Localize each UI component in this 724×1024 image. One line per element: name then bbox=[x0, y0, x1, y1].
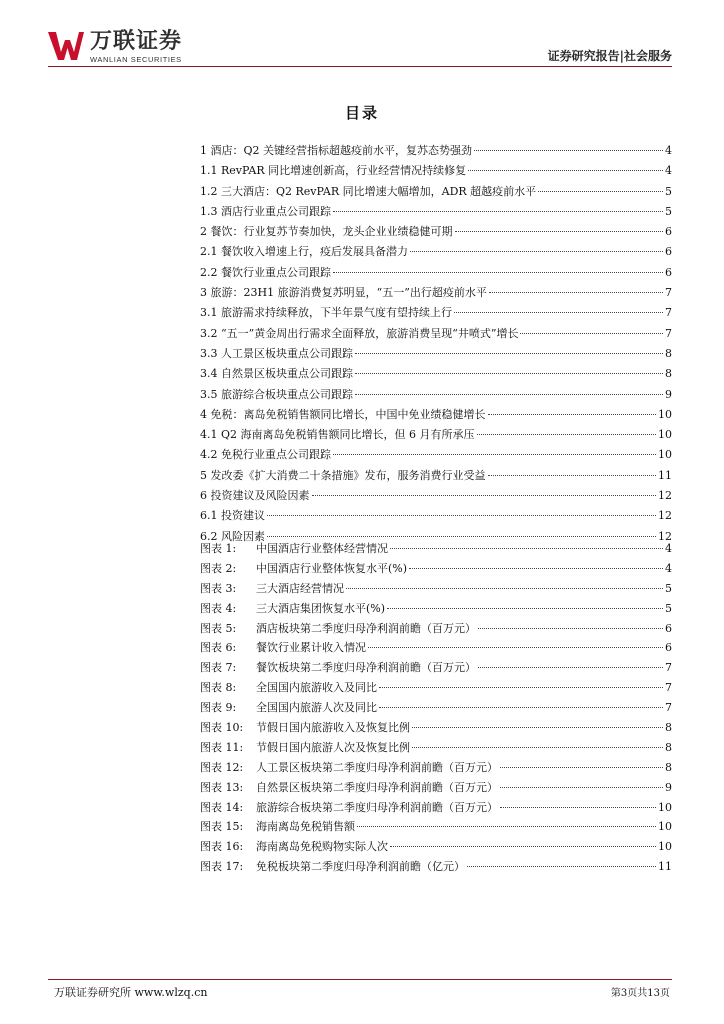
figure-entry-page: 10 bbox=[658, 800, 672, 814]
toc-entry[interactable] bbox=[200, 183, 672, 203]
toc-entry-title[interactable]: 3.3 人工景区板块重点公司跟踪 bbox=[200, 346, 353, 360]
toc-entry-title[interactable]: 2.2 餐饮行业重点公司跟踪 bbox=[200, 265, 331, 279]
figure-entry-number: 图表 1: bbox=[200, 542, 237, 555]
toc-entry-title[interactable]: 4.1 Q2 海南离岛免税销售额同比增长，但 6 月有所承压 bbox=[200, 428, 475, 442]
toc-entry[interactable] bbox=[200, 243, 672, 263]
figure-entry[interactable] bbox=[200, 679, 672, 699]
toc-entry-page: 10 bbox=[658, 407, 672, 421]
toc-entry-title[interactable]: 3.2 “五一”黄金周出行需求全面释放，旅游消费呈现“井喷式”增长 bbox=[200, 326, 519, 340]
toc-entry-title[interactable]: 2.1 餐饮收入增速上行，疫后发展具备潜力 bbox=[200, 245, 408, 259]
figure-entry-number: 图表 4: bbox=[200, 601, 237, 615]
figure-entry-page: 7 bbox=[665, 681, 672, 695]
toc-entry[interactable] bbox=[200, 487, 672, 507]
figure-entry-title[interactable]: 自然景区板块第二季度归母净利润前瞻（百万元） bbox=[256, 780, 498, 794]
figure-entry[interactable] bbox=[200, 600, 672, 620]
figure-entry-number: 图表 5: bbox=[200, 621, 237, 635]
toc-entry[interactable] bbox=[200, 365, 672, 385]
figure-entry[interactable] bbox=[200, 759, 672, 779]
toc-entry-page: 6 bbox=[665, 245, 672, 259]
dot-leader bbox=[454, 312, 663, 313]
dot-leader bbox=[500, 767, 663, 768]
figure-entry-number: 图表 10: bbox=[200, 721, 244, 735]
toc-entry[interactable] bbox=[200, 426, 672, 446]
figure-entry-page: 4 bbox=[665, 542, 672, 555]
figure-entry-number: 图表 8: bbox=[200, 681, 237, 695]
toc-entry-title[interactable]: 3.1 旅游需求持续释放，下半年景气度有望持续上行 bbox=[200, 306, 452, 320]
toc-entry-page: 5 bbox=[665, 184, 672, 198]
toc-entry-title[interactable]: 1 酒店：Q2 关键经营指标超越疫前水平，复苏态势强劲 bbox=[200, 144, 473, 157]
figure-entry-number: 图表 6: bbox=[200, 641, 237, 655]
figure-entry[interactable] bbox=[200, 540, 672, 560]
dot-leader bbox=[500, 787, 663, 788]
toc-entry-page: 6 bbox=[665, 265, 672, 279]
figure-entry-page: 9 bbox=[665, 780, 672, 794]
dot-leader bbox=[488, 475, 657, 476]
dot-leader bbox=[500, 807, 656, 808]
dot-leader bbox=[410, 251, 663, 252]
figure-entry-page: 5 bbox=[665, 581, 672, 595]
toc-entry[interactable] bbox=[200, 446, 672, 466]
dot-leader bbox=[488, 414, 657, 415]
dot-leader bbox=[478, 667, 663, 668]
dot-leader bbox=[355, 394, 663, 395]
figure-entry-number: 图表 15: bbox=[200, 820, 244, 834]
figure-entry-title[interactable]: 人工景区板块第二季度归母净利润前瞻（百万元） bbox=[256, 760, 498, 774]
toc-entry[interactable] bbox=[200, 325, 672, 345]
toc-entry[interactable] bbox=[200, 203, 672, 223]
figure-entry-page: 8 bbox=[665, 740, 672, 754]
figure-entry[interactable] bbox=[200, 719, 672, 739]
figure-entry[interactable] bbox=[200, 779, 672, 799]
figure-entry-title[interactable]: 中国酒店行业整体恢复水平(%) bbox=[256, 561, 408, 575]
toc-entry-page: 5 bbox=[665, 204, 672, 218]
figure-entry-page: 8 bbox=[665, 760, 672, 774]
header-divider bbox=[48, 66, 672, 67]
figure-entry-page: 5 bbox=[665, 601, 672, 615]
figure-entry-title[interactable]: 餐饮板块第二季度归母净利润前瞻（百万元） bbox=[256, 661, 476, 675]
toc-entry[interactable] bbox=[200, 304, 672, 324]
dot-leader bbox=[355, 353, 663, 354]
toc-entry[interactable] bbox=[200, 507, 672, 527]
toc-entry-title[interactable]: 6.1 投资建议 bbox=[200, 509, 265, 523]
figure-entry-number: 图表 2: bbox=[200, 561, 237, 575]
figure-entry-number: 图表 12: bbox=[200, 760, 244, 774]
figure-entry-number: 图表 16: bbox=[200, 840, 244, 854]
figure-entry-number: 图表 14: bbox=[200, 800, 244, 814]
toc-entry[interactable] bbox=[200, 264, 672, 284]
toc-entry-page: 7 bbox=[665, 306, 672, 320]
figure-entry-title[interactable]: 节假日国内旅游人次及恢复比例 bbox=[256, 740, 410, 754]
footer-website: 万联证券研究所 www.wlzq.cn bbox=[54, 986, 208, 999]
toc-entry-title[interactable]: 4.2 免税行业重点公司跟踪 bbox=[200, 448, 331, 462]
dot-leader bbox=[357, 826, 656, 827]
figure-entry-title[interactable]: 三大酒店经营情况 bbox=[256, 581, 344, 595]
toc-entry-title[interactable]: 4 免税：离岛免税销售额同比增长，中国中免业绩稳健增长 bbox=[200, 407, 486, 421]
figure-entry[interactable] bbox=[200, 659, 672, 679]
toc-entry-page: 9 bbox=[665, 387, 672, 401]
dot-leader bbox=[468, 170, 663, 171]
table-of-contents bbox=[200, 142, 672, 548]
toc-entry[interactable] bbox=[200, 142, 672, 162]
toc-entry-page: 10 bbox=[658, 448, 672, 462]
figure-entry-title[interactable]: 节假日国内旅游收入及恢复比例 bbox=[256, 721, 410, 735]
toc-entry-title[interactable]: 1.1 RevPAR 同比增速创新高，行业经营情况持续修复 bbox=[200, 164, 467, 178]
figure-entry-title[interactable]: 中国酒店行业整体经营情况 bbox=[256, 542, 388, 555]
dot-leader bbox=[312, 495, 657, 496]
company-logo bbox=[48, 28, 193, 64]
dot-leader bbox=[379, 707, 663, 708]
toc-entry-page: 12 bbox=[658, 489, 672, 503]
footer-divider bbox=[48, 979, 672, 980]
figure-entry-page: 10 bbox=[658, 820, 672, 834]
dot-leader bbox=[333, 454, 656, 455]
dot-leader bbox=[489, 292, 663, 293]
figure-entry-title[interactable]: 三大酒店集团恢复水平(%) bbox=[256, 601, 386, 615]
toc-entry-page: 7 bbox=[665, 286, 672, 300]
figure-entry-title[interactable]: 旅游综合板块第二季度归母净利润前瞻（百万元） bbox=[256, 800, 498, 814]
page-number: 第3页共13页 bbox=[610, 988, 670, 999]
figure-entry[interactable] bbox=[200, 739, 672, 759]
toc-entry-page: 11 bbox=[658, 468, 672, 482]
figure-entry-title[interactable]: 酒店板块第二季度归母净利润前瞻（百万元） bbox=[256, 621, 476, 635]
figure-entry-title[interactable]: 餐饮行业累计收入情况 bbox=[256, 641, 366, 655]
figure-entry-number: 图表 9: bbox=[200, 701, 237, 715]
toc-entry[interactable] bbox=[200, 223, 672, 243]
dot-leader bbox=[333, 211, 663, 212]
figure-entry-title[interactable]: 海南离岛免税购物实际人次 bbox=[256, 840, 388, 854]
wanlian-logo-icon bbox=[48, 30, 84, 62]
toc-entry[interactable] bbox=[200, 467, 672, 487]
toc-entry[interactable] bbox=[200, 162, 672, 182]
figure-entry-page: 4 bbox=[665, 561, 672, 575]
figure-entry-number: 图表 7: bbox=[200, 661, 237, 675]
figure-entry[interactable] bbox=[200, 838, 672, 858]
dot-leader bbox=[477, 434, 657, 435]
figure-entry-page: 7 bbox=[665, 661, 672, 675]
toc-entry[interactable] bbox=[200, 386, 672, 406]
figure-entry[interactable] bbox=[200, 799, 672, 819]
toc-entry-title[interactable]: 6.2 风险因素 bbox=[200, 529, 265, 543]
figure-entry-title[interactable]: 全国国内旅游人次及同比 bbox=[256, 701, 377, 715]
brand-name-en: WANLIAN SECURITIES bbox=[90, 55, 182, 64]
figure-entry[interactable] bbox=[200, 639, 672, 659]
toc-entry-title[interactable]: 3.4 自然景区板块重点公司跟踪 bbox=[200, 367, 353, 381]
toc-entry[interactable] bbox=[200, 284, 672, 304]
toc-entry-page: 4 bbox=[665, 144, 672, 157]
figure-entry-page: 6 bbox=[665, 641, 672, 655]
toc-entry-page: 4 bbox=[665, 164, 672, 178]
dot-leader bbox=[379, 687, 663, 688]
figure-entry[interactable] bbox=[200, 580, 672, 600]
figure-entry-page: 8 bbox=[665, 721, 672, 735]
dot-leader bbox=[409, 568, 663, 569]
figure-entry-title[interactable]: 全国国内旅游收入及同比 bbox=[256, 681, 377, 695]
toc-entry-title[interactable]: 1.3 酒店行业重点公司跟踪 bbox=[200, 204, 331, 218]
dot-leader bbox=[267, 515, 656, 516]
brand-name-cn: 万联证券 bbox=[90, 29, 183, 54]
figure-entry-number: 图表 3: bbox=[200, 581, 237, 595]
dot-leader bbox=[467, 866, 656, 867]
figure-entry[interactable] bbox=[200, 818, 672, 838]
dot-leader bbox=[346, 588, 663, 589]
page-title: 目录 bbox=[344, 104, 379, 122]
dot-leader bbox=[355, 373, 663, 374]
toc-entry[interactable] bbox=[200, 406, 672, 426]
toc-entry-page: 12 bbox=[658, 509, 672, 523]
dot-leader bbox=[478, 628, 663, 629]
figure-entry-page: 7 bbox=[665, 701, 672, 715]
toc-entry-page: 6 bbox=[665, 225, 672, 239]
toc-entry-title[interactable]: 5 发改委《扩大消费二十条措施》发布，服务消费行业受益 bbox=[200, 468, 486, 482]
dot-leader bbox=[390, 846, 656, 847]
toc-entry-page: 7 bbox=[665, 326, 672, 340]
dot-leader bbox=[267, 536, 656, 537]
toc-entry-page: 10 bbox=[658, 428, 672, 442]
toc-entry-title[interactable]: 3 旅游：23H1 旅游消费复苏明显，“五一”出行超疫前水平 bbox=[200, 286, 487, 300]
dot-leader bbox=[412, 747, 663, 748]
toc-entry-title[interactable]: 6 投资建议及风险因素 bbox=[200, 489, 310, 503]
figure-entry-number: 图表 17: bbox=[200, 860, 244, 874]
figure-entry-title[interactable]: 海南离岛免税销售额 bbox=[256, 820, 355, 834]
dot-leader bbox=[368, 647, 663, 648]
figure-entry[interactable] bbox=[200, 858, 672, 878]
dot-leader bbox=[390, 548, 663, 549]
toc-entry-title[interactable]: 2 餐饮：行业复苏节奏加快，龙头企业业绩稳健可期 bbox=[200, 225, 453, 239]
toc-entry-page: 8 bbox=[665, 346, 672, 360]
figure-entry[interactable] bbox=[200, 620, 672, 640]
report-category: 证券研究报告|社会服务 bbox=[547, 49, 672, 63]
dot-leader bbox=[412, 727, 663, 728]
dot-leader bbox=[333, 272, 663, 273]
figure-entry-page: 6 bbox=[665, 621, 672, 635]
figure-entry-page: 10 bbox=[658, 840, 672, 854]
toc-entry-page: 12 bbox=[658, 529, 672, 543]
dot-leader bbox=[474, 150, 663, 151]
dot-leader bbox=[538, 191, 663, 192]
figure-entry-number: 图表 11: bbox=[200, 740, 244, 754]
dot-leader bbox=[455, 231, 664, 232]
figure-list bbox=[200, 540, 672, 878]
dot-leader bbox=[387, 608, 663, 609]
figure-entry-number: 图表 13: bbox=[200, 780, 244, 794]
figure-entry-page: 11 bbox=[658, 860, 672, 874]
figure-entry-title[interactable]: 免税板块第二季度归母净利润前瞻（亿元） bbox=[256, 860, 465, 874]
toc-entry-title[interactable]: 3.5 旅游综合板块重点公司跟踪 bbox=[200, 387, 353, 401]
toc-entry-page: 8 bbox=[665, 367, 672, 381]
toc-entry[interactable] bbox=[200, 345, 672, 365]
figure-entry[interactable] bbox=[200, 560, 672, 580]
toc-entry-title[interactable]: 1.2 三大酒店：Q2 RevPAR 同比增速大幅增加，ADR 超越疫前水平 bbox=[200, 184, 537, 198]
figure-entry[interactable] bbox=[200, 699, 672, 719]
dot-leader bbox=[520, 333, 663, 334]
